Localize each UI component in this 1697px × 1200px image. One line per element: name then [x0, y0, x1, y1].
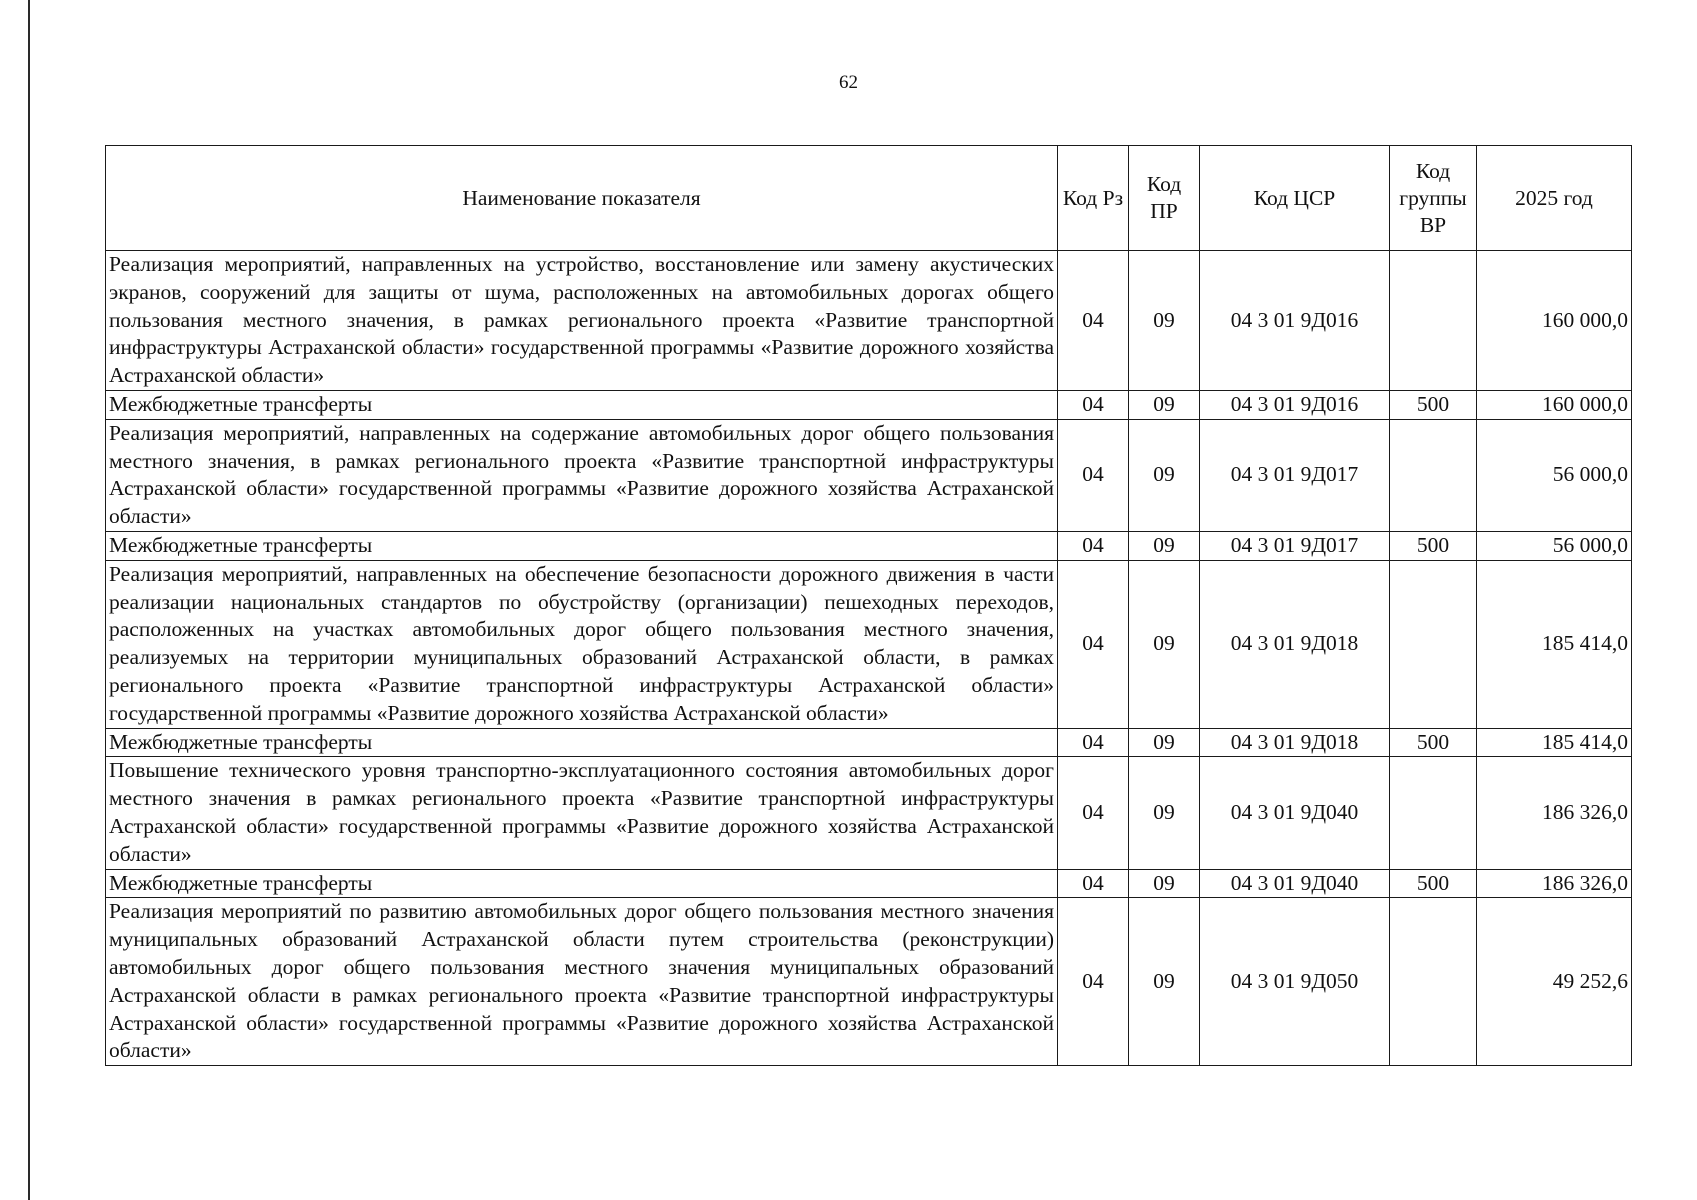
header-csr: Код ЦСР	[1200, 146, 1390, 251]
cell-amount: 160 000,0	[1477, 390, 1632, 419]
cell-rz: 04	[1058, 251, 1129, 391]
cell-name: Реализация мероприятий по развитию автомобильных дорог общего пользования местного значения муниципальных образований Астраханской области путем строительства (реконструкции) автомобильных дорог общего пользования местного значения муниципальных образований Астраханской области в рамках регионального проекта «Развитие транспортной инфраструктуры Астраханской области» государственной программы «Развитие дорожного хозяйства Астраханской области»	[106, 898, 1058, 1066]
header-name: Наименование показателя	[106, 146, 1058, 251]
cell-csr: 04 3 01 9Д016	[1200, 251, 1390, 391]
cell-rz: 04	[1058, 757, 1129, 869]
budget-table	[105, 145, 1632, 1066]
table-row	[106, 757, 1632, 869]
cell-rz: 04	[1058, 419, 1129, 531]
cell-pr: 09	[1129, 869, 1200, 898]
cell-pr: 09	[1129, 560, 1200, 728]
cell-pr: 09	[1129, 898, 1200, 1066]
table-row	[106, 869, 1632, 898]
cell-vr: 500	[1390, 869, 1477, 898]
cell-rz: 04	[1058, 531, 1129, 560]
cell-pr: 09	[1129, 390, 1200, 419]
cell-name: Реализация мероприятий, направленных на содержание автомобильных дорог общего пользования местного значения, в рамках регионального проекта «Развитие транспортной инфраструктуры Астраханской области» государственной программы «Развитие дорожного хозяйства Астраханской области»	[106, 419, 1058, 531]
cell-amount: 160 000,0	[1477, 251, 1632, 391]
cell-csr: 04 3 01 9Д050	[1200, 898, 1390, 1066]
cell-vr: 500	[1390, 390, 1477, 419]
cell-rz: 04	[1058, 560, 1129, 728]
table-row	[106, 251, 1632, 391]
cell-name: Повышение технического уровня транспортно-эксплуатационного состояния автомобильных дорог местного значения в рамках регионального проекта «Развитие транспортной инфраструктуры Астраханской области» государственной программы «Развитие дорожного хозяйства Астраханской области»	[106, 757, 1058, 869]
cell-amount: 56 000,0	[1477, 531, 1632, 560]
header-rz: Код Рз	[1058, 146, 1129, 251]
cell-pr: 09	[1129, 728, 1200, 757]
cell-vr	[1390, 757, 1477, 869]
table-row	[106, 898, 1632, 1066]
cell-amount: 49 252,6	[1477, 898, 1632, 1066]
cell-vr	[1390, 560, 1477, 728]
cell-csr: 04 3 01 9Д017	[1200, 531, 1390, 560]
cell-pr: 09	[1129, 757, 1200, 869]
header-vr: Код группы ВР	[1390, 146, 1477, 251]
header-year: 2025 год	[1477, 146, 1632, 251]
header-pr: Код ПР	[1129, 146, 1200, 251]
cell-name: Межбюджетные трансферты	[106, 390, 1058, 419]
cell-name: Межбюджетные трансферты	[106, 869, 1058, 898]
cell-vr	[1390, 419, 1477, 531]
cell-name: Межбюджетные трансферты	[106, 531, 1058, 560]
table-row	[106, 728, 1632, 757]
scan-edge-line	[28, 0, 30, 1200]
cell-name: Реализация мероприятий, направленных на устройство, восстановление или замену акустических экранов, сооружений для защиты от шума, расположенных на автомобильных дорогах общего пользования местного значения, в рамках регионального проекта «Развитие транспортной инфраструктуры Астраханской области» государственной программы «Развитие дорожного хозяйства Астраханской области»	[106, 251, 1058, 391]
cell-amount: 186 326,0	[1477, 757, 1632, 869]
cell-amount: 185 414,0	[1477, 560, 1632, 728]
cell-pr: 09	[1129, 419, 1200, 531]
cell-amount: 186 326,0	[1477, 869, 1632, 898]
cell-csr: 04 3 01 9Д040	[1200, 869, 1390, 898]
cell-name: Реализация мероприятий, направленных на обеспечение безопасности дорожного движения в части реализации национальных стандартов по обустройству (организации) пешеходных переходов, расположенных на участках автомобильных дорог общего пользования местного значения, реализуемых на территории муниципальных образований Астраханской области, в рамках регионального проекта «Развитие транспортной инфраструктуры Астраханской области» государственной программы «Развитие дорожного хозяйства Астраханской области»	[106, 560, 1058, 728]
table-row	[106, 390, 1632, 419]
cell-amount: 56 000,0	[1477, 419, 1632, 531]
cell-csr: 04 3 01 9Д018	[1200, 728, 1390, 757]
cell-name: Межбюджетные трансферты	[106, 728, 1058, 757]
table-row	[106, 560, 1632, 728]
cell-vr	[1390, 898, 1477, 1066]
table-header-row	[106, 146, 1632, 251]
cell-csr: 04 3 01 9Д017	[1200, 419, 1390, 531]
page-number: 62	[839, 72, 858, 93]
cell-csr: 04 3 01 9Д040	[1200, 757, 1390, 869]
table-row	[106, 419, 1632, 531]
cell-pr: 09	[1129, 251, 1200, 391]
cell-rz: 04	[1058, 898, 1129, 1066]
cell-rz: 04	[1058, 869, 1129, 898]
table-row	[106, 531, 1632, 560]
cell-pr: 09	[1129, 531, 1200, 560]
cell-vr: 500	[1390, 531, 1477, 560]
cell-csr: 04 3 01 9Д016	[1200, 390, 1390, 419]
cell-vr	[1390, 251, 1477, 391]
cell-rz: 04	[1058, 728, 1129, 757]
cell-amount: 185 414,0	[1477, 728, 1632, 757]
cell-csr: 04 3 01 9Д018	[1200, 560, 1390, 728]
cell-rz: 04	[1058, 390, 1129, 419]
cell-vr: 500	[1390, 728, 1477, 757]
